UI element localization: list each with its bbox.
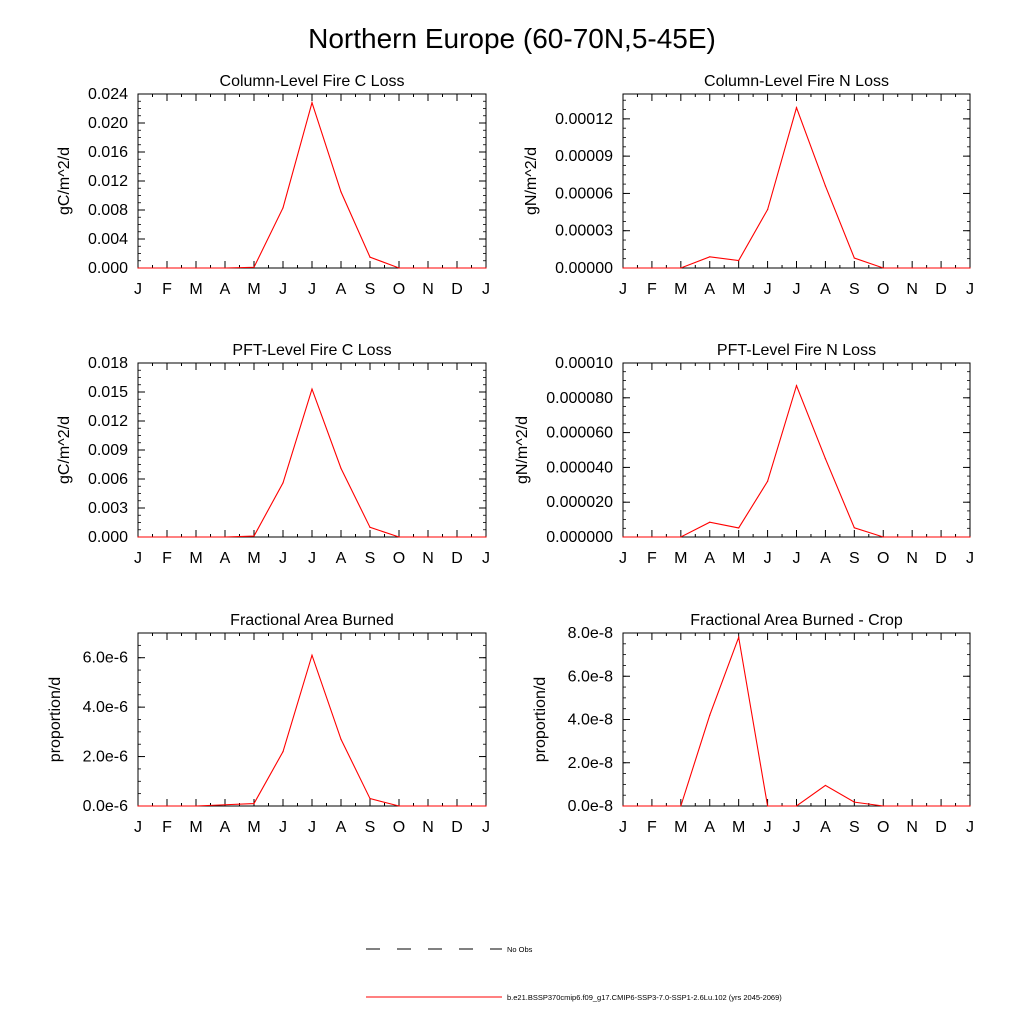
data-point bbox=[340, 468, 341, 469]
y-tick-label: 0.000 bbox=[87, 529, 128, 546]
data-point bbox=[311, 102, 312, 103]
x-tick-label: M bbox=[247, 819, 261, 836]
data-point bbox=[195, 267, 196, 268]
series-line bbox=[623, 108, 970, 268]
panel-title: Fractional Area Burned bbox=[230, 612, 394, 629]
data-point bbox=[883, 267, 884, 268]
x-tick-label: J bbox=[482, 281, 490, 298]
data-point bbox=[767, 805, 768, 806]
x-tick-label: A bbox=[820, 819, 831, 836]
data-point bbox=[253, 803, 254, 804]
y-tick-label: 0.00012 bbox=[555, 110, 613, 128]
x-tick-label: N bbox=[906, 550, 918, 567]
data-point bbox=[969, 267, 970, 268]
data-point bbox=[340, 191, 341, 192]
x-tick-label: O bbox=[392, 819, 406, 836]
x-tick-label: J bbox=[966, 819, 974, 836]
data-point bbox=[282, 482, 283, 483]
x-tick-label: S bbox=[364, 550, 376, 567]
x-tick-label: F bbox=[647, 819, 657, 836]
data-point bbox=[311, 655, 312, 656]
data-point bbox=[427, 805, 428, 806]
x-tick-label: J bbox=[134, 550, 142, 567]
y-tick-label: 0.00000 bbox=[555, 260, 613, 277]
x-tick-label: J bbox=[134, 819, 142, 836]
data-point bbox=[680, 536, 681, 537]
y-tick-label: 0.020 bbox=[87, 115, 128, 132]
data-point bbox=[709, 256, 710, 257]
y-tick-label: 0.008 bbox=[87, 202, 128, 219]
data-point bbox=[398, 536, 399, 537]
x-tick-label: S bbox=[848, 819, 860, 836]
x-tick-label: D bbox=[451, 281, 463, 298]
x-tick-label: M bbox=[674, 819, 688, 836]
data-point bbox=[825, 185, 826, 186]
y-tick-label: 0.000040 bbox=[546, 459, 613, 477]
series-line bbox=[623, 637, 970, 806]
x-tick-label: S bbox=[848, 281, 860, 298]
x-tick-label: J bbox=[966, 281, 974, 298]
x-tick-label: J bbox=[482, 819, 490, 836]
panel-3 bbox=[56, 342, 490, 567]
y-tick-label: 0.000060 bbox=[546, 424, 613, 442]
plot-frame bbox=[623, 633, 970, 806]
x-tick-label: J bbox=[792, 550, 801, 567]
x-tick-label: J bbox=[308, 281, 316, 298]
series-line bbox=[138, 389, 486, 537]
y-tick-label: 0.000 bbox=[87, 260, 128, 277]
panel-4 bbox=[514, 342, 974, 567]
panel-title: Column-Level Fire C Loss bbox=[219, 73, 405, 90]
x-tick-label: J bbox=[279, 819, 287, 836]
y-tick-label: 0.00010 bbox=[555, 355, 613, 372]
data-point bbox=[940, 536, 941, 537]
data-point bbox=[456, 805, 457, 806]
data-point bbox=[796, 385, 797, 386]
x-tick-label: J bbox=[482, 550, 490, 567]
plot-frame bbox=[623, 363, 970, 537]
x-tick-label: D bbox=[935, 550, 947, 567]
y-tick-label: 0.018 bbox=[87, 355, 128, 372]
data-point bbox=[796, 107, 797, 108]
x-tick-label: J bbox=[763, 281, 772, 298]
series-line bbox=[138, 655, 486, 806]
panel-6 bbox=[532, 612, 974, 836]
y-tick-label: 6.0e-8 bbox=[567, 668, 613, 686]
plot-frame bbox=[623, 94, 970, 268]
x-tick-label: A bbox=[704, 550, 716, 567]
x-tick-label: D bbox=[935, 819, 947, 836]
legend bbox=[366, 945, 782, 1002]
x-tick-label: D bbox=[935, 281, 947, 298]
x-tick-label: O bbox=[877, 281, 890, 298]
x-tick-label: J bbox=[763, 819, 772, 836]
x-tick-label: N bbox=[422, 281, 434, 298]
x-tick-label: A bbox=[704, 819, 716, 836]
x-tick-label: M bbox=[732, 550, 746, 567]
data-point bbox=[969, 536, 970, 537]
data-point bbox=[398, 805, 399, 806]
data-point bbox=[651, 536, 652, 537]
data-point bbox=[282, 751, 283, 752]
data-point bbox=[137, 267, 138, 268]
y-tick-label: 0.00009 bbox=[555, 148, 613, 166]
legend-label: No Obs bbox=[507, 945, 533, 954]
data-point bbox=[854, 527, 855, 528]
data-point bbox=[137, 805, 138, 806]
data-point bbox=[485, 267, 486, 268]
plot-frame bbox=[138, 94, 486, 268]
x-tick-label: F bbox=[162, 819, 172, 836]
x-tick-label: F bbox=[647, 281, 657, 298]
y-tick-label: 0.0e-8 bbox=[567, 798, 613, 815]
data-point bbox=[738, 260, 739, 261]
x-tick-label: O bbox=[392, 550, 406, 567]
data-point bbox=[738, 637, 739, 638]
y-tick-label: 4.0e-6 bbox=[82, 699, 128, 717]
data-point bbox=[166, 267, 167, 268]
x-tick-label: A bbox=[704, 281, 716, 298]
y-tick-label: 0.00003 bbox=[555, 222, 613, 240]
x-tick-label: O bbox=[877, 550, 890, 567]
x-tick-label: N bbox=[422, 819, 434, 836]
panel-5 bbox=[47, 612, 490, 836]
panel-2 bbox=[523, 73, 974, 298]
data-point bbox=[883, 805, 884, 806]
y-axis-label: gC/m^2/d bbox=[56, 416, 73, 484]
panel-1 bbox=[56, 73, 490, 298]
x-tick-label: J bbox=[308, 819, 316, 836]
data-point bbox=[651, 267, 652, 268]
data-point bbox=[767, 481, 768, 482]
x-tick-label: M bbox=[189, 550, 203, 567]
y-tick-label: 0.016 bbox=[87, 144, 128, 161]
data-point bbox=[195, 536, 196, 537]
y-tick-label: 6.0e-6 bbox=[82, 649, 128, 667]
data-point bbox=[912, 536, 913, 537]
x-tick-label: O bbox=[877, 819, 890, 836]
x-tick-label: A bbox=[820, 550, 831, 567]
data-point bbox=[369, 527, 370, 528]
legend-label: b.e21.BSSP370cmip6.f09_g17.CMIP6-SSP3-7.0-SSP1-2.6Lu.102 (yrs 2045-2069) bbox=[507, 993, 782, 1002]
x-tick-label: M bbox=[732, 819, 746, 836]
x-tick-label: J bbox=[792, 281, 801, 298]
y-axis-label: proportion/d bbox=[47, 676, 64, 763]
data-point bbox=[883, 536, 884, 537]
data-point bbox=[456, 267, 457, 268]
data-point bbox=[709, 715, 710, 716]
x-tick-label: J bbox=[279, 550, 287, 567]
y-axis-label: proportion/d bbox=[532, 676, 549, 763]
data-point bbox=[427, 267, 428, 268]
x-tick-label: N bbox=[906, 819, 918, 836]
panel-title: PFT-Level Fire N Loss bbox=[716, 342, 877, 359]
x-tick-label: A bbox=[335, 819, 347, 836]
x-tick-label: M bbox=[674, 550, 688, 567]
x-tick-label: M bbox=[732, 281, 746, 298]
data-point bbox=[224, 804, 225, 805]
data-point bbox=[680, 805, 681, 806]
data-point bbox=[912, 805, 913, 806]
data-point bbox=[195, 805, 196, 806]
y-axis-label: gN/m^2/d bbox=[514, 416, 531, 484]
y-tick-label: 0.012 bbox=[87, 173, 128, 190]
data-point bbox=[166, 805, 167, 806]
data-point bbox=[340, 739, 341, 740]
data-point bbox=[166, 536, 167, 537]
x-tick-label: M bbox=[247, 550, 261, 567]
x-tick-label: F bbox=[647, 550, 657, 567]
x-tick-label: A bbox=[335, 281, 347, 298]
data-point bbox=[485, 805, 486, 806]
y-tick-label: 0.004 bbox=[87, 231, 128, 248]
x-tick-label: M bbox=[189, 281, 203, 298]
x-tick-label: O bbox=[392, 281, 406, 298]
data-point bbox=[224, 536, 225, 537]
y-tick-label: 2.0e-8 bbox=[567, 754, 613, 772]
data-point bbox=[940, 267, 941, 268]
x-tick-label: J bbox=[619, 281, 627, 298]
x-tick-label: M bbox=[189, 819, 203, 836]
data-point bbox=[854, 257, 855, 258]
data-point bbox=[427, 536, 428, 537]
data-point bbox=[369, 798, 370, 799]
x-tick-label: J bbox=[308, 550, 316, 567]
data-point bbox=[224, 267, 225, 268]
x-tick-label: A bbox=[335, 550, 347, 567]
x-tick-label: M bbox=[674, 281, 688, 298]
x-tick-label: D bbox=[451, 550, 463, 567]
data-point bbox=[651, 805, 652, 806]
plot-frame bbox=[138, 633, 486, 806]
data-point bbox=[282, 207, 283, 208]
panel-title: PFT-Level Fire C Loss bbox=[232, 342, 392, 359]
data-point bbox=[854, 802, 855, 803]
data-point bbox=[369, 257, 370, 258]
panel-title: Fractional Area Burned - Crop bbox=[690, 612, 903, 629]
x-tick-label: J bbox=[134, 281, 142, 298]
y-tick-label: 4.0e-8 bbox=[567, 711, 613, 729]
x-tick-label: F bbox=[162, 550, 172, 567]
series-line bbox=[138, 103, 486, 268]
x-tick-label: J bbox=[792, 819, 801, 836]
data-point bbox=[825, 785, 826, 786]
y-tick-label: 0.00006 bbox=[555, 185, 613, 203]
x-tick-label: J bbox=[619, 819, 627, 836]
x-tick-label: A bbox=[219, 819, 231, 836]
data-point bbox=[622, 536, 623, 537]
y-tick-label: 8.0e-8 bbox=[567, 625, 613, 642]
y-tick-label: 0.012 bbox=[87, 413, 128, 430]
data-point bbox=[253, 535, 254, 536]
y-tick-label: 0.000000 bbox=[546, 529, 613, 546]
panels bbox=[47, 73, 974, 836]
x-tick-label: S bbox=[364, 281, 376, 298]
x-tick-label: S bbox=[364, 819, 376, 836]
panel-title: Column-Level Fire N Loss bbox=[704, 73, 889, 90]
x-tick-label: S bbox=[848, 550, 860, 567]
data-point bbox=[398, 267, 399, 268]
x-tick-label: J bbox=[619, 550, 627, 567]
data-point bbox=[622, 805, 623, 806]
data-point bbox=[311, 389, 312, 390]
data-point bbox=[709, 522, 710, 523]
data-point bbox=[767, 209, 768, 210]
data-point bbox=[622, 267, 623, 268]
x-tick-label: A bbox=[219, 281, 231, 298]
data-point bbox=[825, 458, 826, 459]
y-tick-label: 0.015 bbox=[87, 384, 128, 401]
x-tick-label: F bbox=[162, 281, 172, 298]
data-point bbox=[796, 805, 797, 806]
y-tick-label: 0.006 bbox=[87, 471, 128, 488]
data-point bbox=[137, 536, 138, 537]
data-point bbox=[940, 805, 941, 806]
x-tick-label: M bbox=[247, 281, 261, 298]
y-tick-label: 0.009 bbox=[87, 442, 128, 459]
data-point bbox=[969, 805, 970, 806]
x-tick-label: A bbox=[820, 281, 831, 298]
data-point bbox=[253, 267, 254, 268]
data-point bbox=[456, 536, 457, 537]
data-point bbox=[738, 527, 739, 528]
y-axis-label: gC/m^2/d bbox=[56, 147, 73, 215]
y-tick-label: 0.003 bbox=[87, 500, 128, 517]
y-tick-label: 0.000020 bbox=[546, 494, 613, 512]
y-tick-label: 2.0e-6 bbox=[82, 748, 128, 766]
x-tick-label: N bbox=[422, 550, 434, 567]
y-tick-label: 0.000080 bbox=[546, 389, 613, 407]
y-axis-label: gN/m^2/d bbox=[523, 147, 540, 215]
y-tick-label: 0.024 bbox=[87, 86, 128, 103]
data-point bbox=[912, 267, 913, 268]
x-tick-label: J bbox=[966, 550, 974, 567]
x-tick-label: J bbox=[763, 550, 772, 567]
x-tick-label: D bbox=[451, 819, 463, 836]
x-tick-label: A bbox=[219, 550, 231, 567]
figure-title: Northern Europe (60-70N,5-45E) bbox=[308, 23, 716, 54]
y-tick-label: 0.0e-6 bbox=[82, 798, 128, 815]
x-tick-label: N bbox=[906, 281, 918, 298]
data-point bbox=[485, 536, 486, 537]
x-tick-label: J bbox=[279, 281, 287, 298]
data-point bbox=[680, 267, 681, 268]
series-line bbox=[623, 386, 970, 537]
